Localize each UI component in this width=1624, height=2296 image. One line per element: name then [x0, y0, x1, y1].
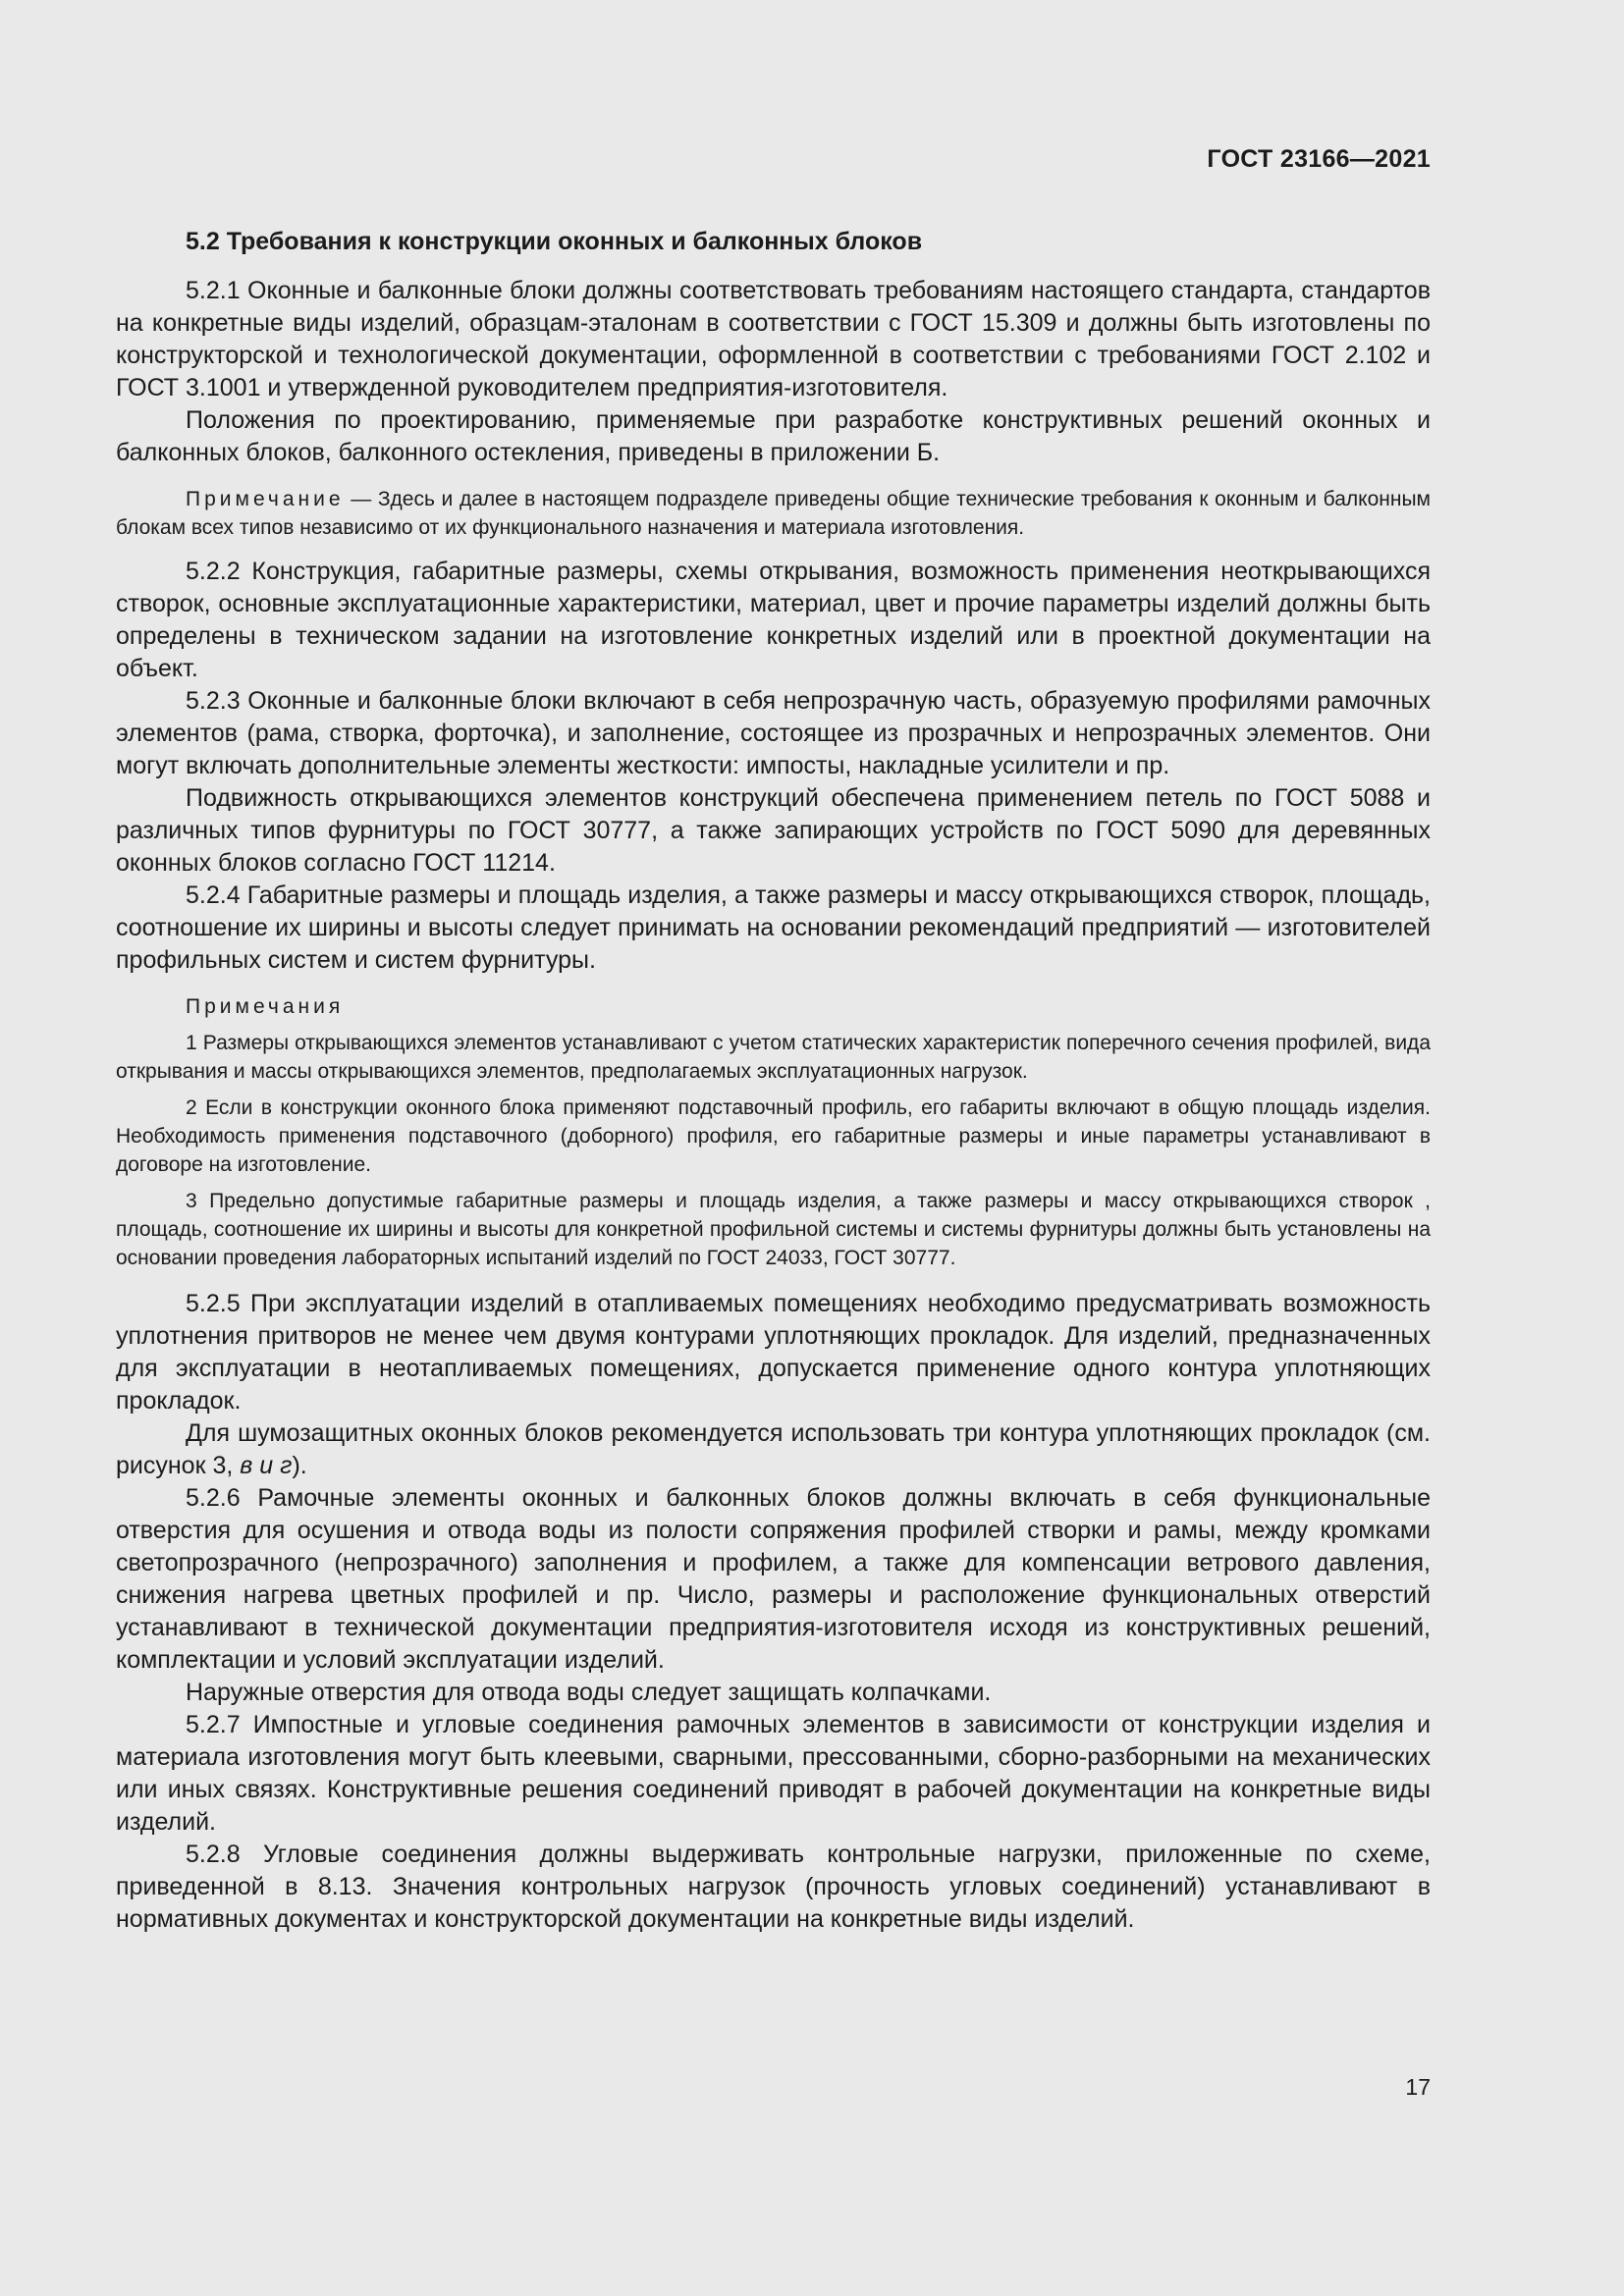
- section-title: 5.2 Требования к конструкции оконных и балконных блоков: [186, 228, 923, 255]
- paragraph-5-2-3: 5.2.3 Оконные и балконные блоки включают в себя непрозрачную часть, образуемую профилями рамочных элементов (рама, створка, форточка), и заполнение, состоящее из прозрачных и непрозрачных элементов. Они могут включать дополнительные элементы жесткости: импосты, накладные усилители и пр.: [116, 687, 1431, 779]
- paragraph-5-2-5: 5.2.5 При эксплуатации изделий в отапливаемых помещениях необходимо предусматривать возможность уплотнения притворов не менее чем двумя контурами уплотняющих прокладок. Для изделий, предназначенных для эксплуатации в неотапливаемых помещениях, допускается применение одного контура уплотняющих прокладок.: [116, 1290, 1431, 1415]
- page-number: 17: [1405, 2074, 1431, 2100]
- note-text: — Здесь и далее в настоящем подразделе приведены общие технические требования к оконным и балконным блокам всех типов независимо от их функционального назначения и материала изготовления.: [116, 488, 1431, 539]
- paragraph-5-2-2: 5.2.2 Конструкция, габаритные размеры, схемы открывания, возможность применения неоткрывающихся створок, основные эксплуатационные характеристики, материал, цвет и прочие параметры изделий должны быть определены в техническом задании на изготовление конкретных изделий или в проектной документации на объект.: [116, 558, 1431, 682]
- document-page: [116, 0, 1431, 2296]
- paragraph-5-2-5-continued-start: Для шумозащитных оконных блоков рекомендуется использовать три контура уплотняющих прокладок (см. рисунок 3,: [116, 1419, 1431, 1479]
- paragraph-5-2-5-continued-end: ).: [292, 1452, 307, 1479]
- paragraph-5-2-5-continued: [116, 1417, 1431, 1482]
- paragraph-5-2-4: 5.2.4 Габаритные размеры и площадь изделия, а также размеры и массу открывающихся створок, площадь, соотношение их ширины и высоты следует принимать на основании рекомендаций предприятий — изготовителей профильных систем и систем фурнитуры.: [116, 881, 1431, 974]
- paragraph-5-2-1: 5.2.1 Оконные и балконные блоки должны соответствовать требованиям настоящего стандарта, стандартов на конкретные виды изделий, образцам-эталонам в соответствии с ГОСТ 15.309 и должны быть изготовлены по конструкторской и технологической документации, оформленной в соответствии с требованиями ГОСТ 2.102 и ГОСТ 3.1001 и утвержденной руководителем предприятия-изготовителя.: [116, 277, 1431, 401]
- note-1: 1 Размеры открывающихся элементов устанавливают с учетом статических характеристик поперечного сечения профилей, вида открывания и массы открывающихся элементов, предполагаемых эксплуатационных нагрузок.: [116, 1032, 1431, 1083]
- paragraph-5-2-1-continued: Положения по проектированию, применяемые при разработке конструктивных решений оконных и балконных блоков, балконного остекления, приведены в приложении Б.: [116, 406, 1431, 466]
- paragraph-5-2-6-continued: Наружные отверстия для отвода воды следует защищать колпачками.: [186, 1679, 992, 1706]
- note-label: Примечание: [186, 488, 345, 510]
- figure-reference-italic: в и г: [240, 1452, 293, 1479]
- note-2: 2 Если в конструкции оконного блока применяют подставочный профиль, его габариты включают в общую площадь изделия. Необходимость применения подставочного (доборного) профиля, его габаритные размеры и иные параметры устанавливают в договоре на изготовление.: [116, 1096, 1431, 1176]
- paragraph-5-2-6: 5.2.6 Рамочные элементы оконных и балконных блоков должны включать в себя функциональные отверстия для осушения и отвода воды из полости сопряжения профилей створки и рамы, между кромками светопрозрачного (непрозрачного) заполнения и профилем, а также для компенсации ветрового давления, снижения нагрева цветных профилей и пр. Число, размеры и расположение функциональных отверстий устанавливают в технической документации предприятия-изготовителя исходя из конструктивных решений, комплектации и условий эксплуатации изделий.: [116, 1484, 1431, 1674]
- page-content: [116, 222, 1431, 1936]
- note: [116, 485, 1431, 542]
- standard-code-header: ГОСТ 23166—2021: [1207, 145, 1431, 173]
- note-3: 3 Предельно допустимые габаритные размеры и площадь изделия, а также размеры и массу открывающихся створок , площадь, соотношение их ширины и высоты для конкретной профильной системы и системы фурнитуры должны быть установлены на основании проведения лабораторных испытаний изделий по ГОСТ 24033, ГОСТ 30777.: [116, 1190, 1431, 1269]
- paragraph-5-2-7: 5.2.7 Импостные и угловые соединения рамочных элементов в зависимости от конструкции изделия и материала изготовления могут быть клеевыми, сварными, прессованными, сборно-разборными на механических или иных связях. Конструктивные решения соединений приводят в рабочей документации на конкретные виды изделий.: [116, 1711, 1431, 1836]
- paragraph-5-2-8: 5.2.8 Угловые соединения должны выдерживать контрольные нагрузки, приложенные по схеме, приведенной в 8.13. Значения контрольных нагрузок (прочность угловых соединений) устанавливают в нормативных документах и конструкторской документации на конкретные виды изделий.: [116, 1841, 1431, 1933]
- paragraph-5-2-3-continued: Подвижность открывающихся элементов конструкций обеспечена применением петель по ГОСТ 5088 и различных типов фурнитуры по ГОСТ 30777, а также запирающих устройств по ГОСТ 5090 для деревянных оконных блоков согласно ГОСТ 11214.: [116, 784, 1431, 877]
- notes-heading: Примечания: [186, 995, 345, 1018]
